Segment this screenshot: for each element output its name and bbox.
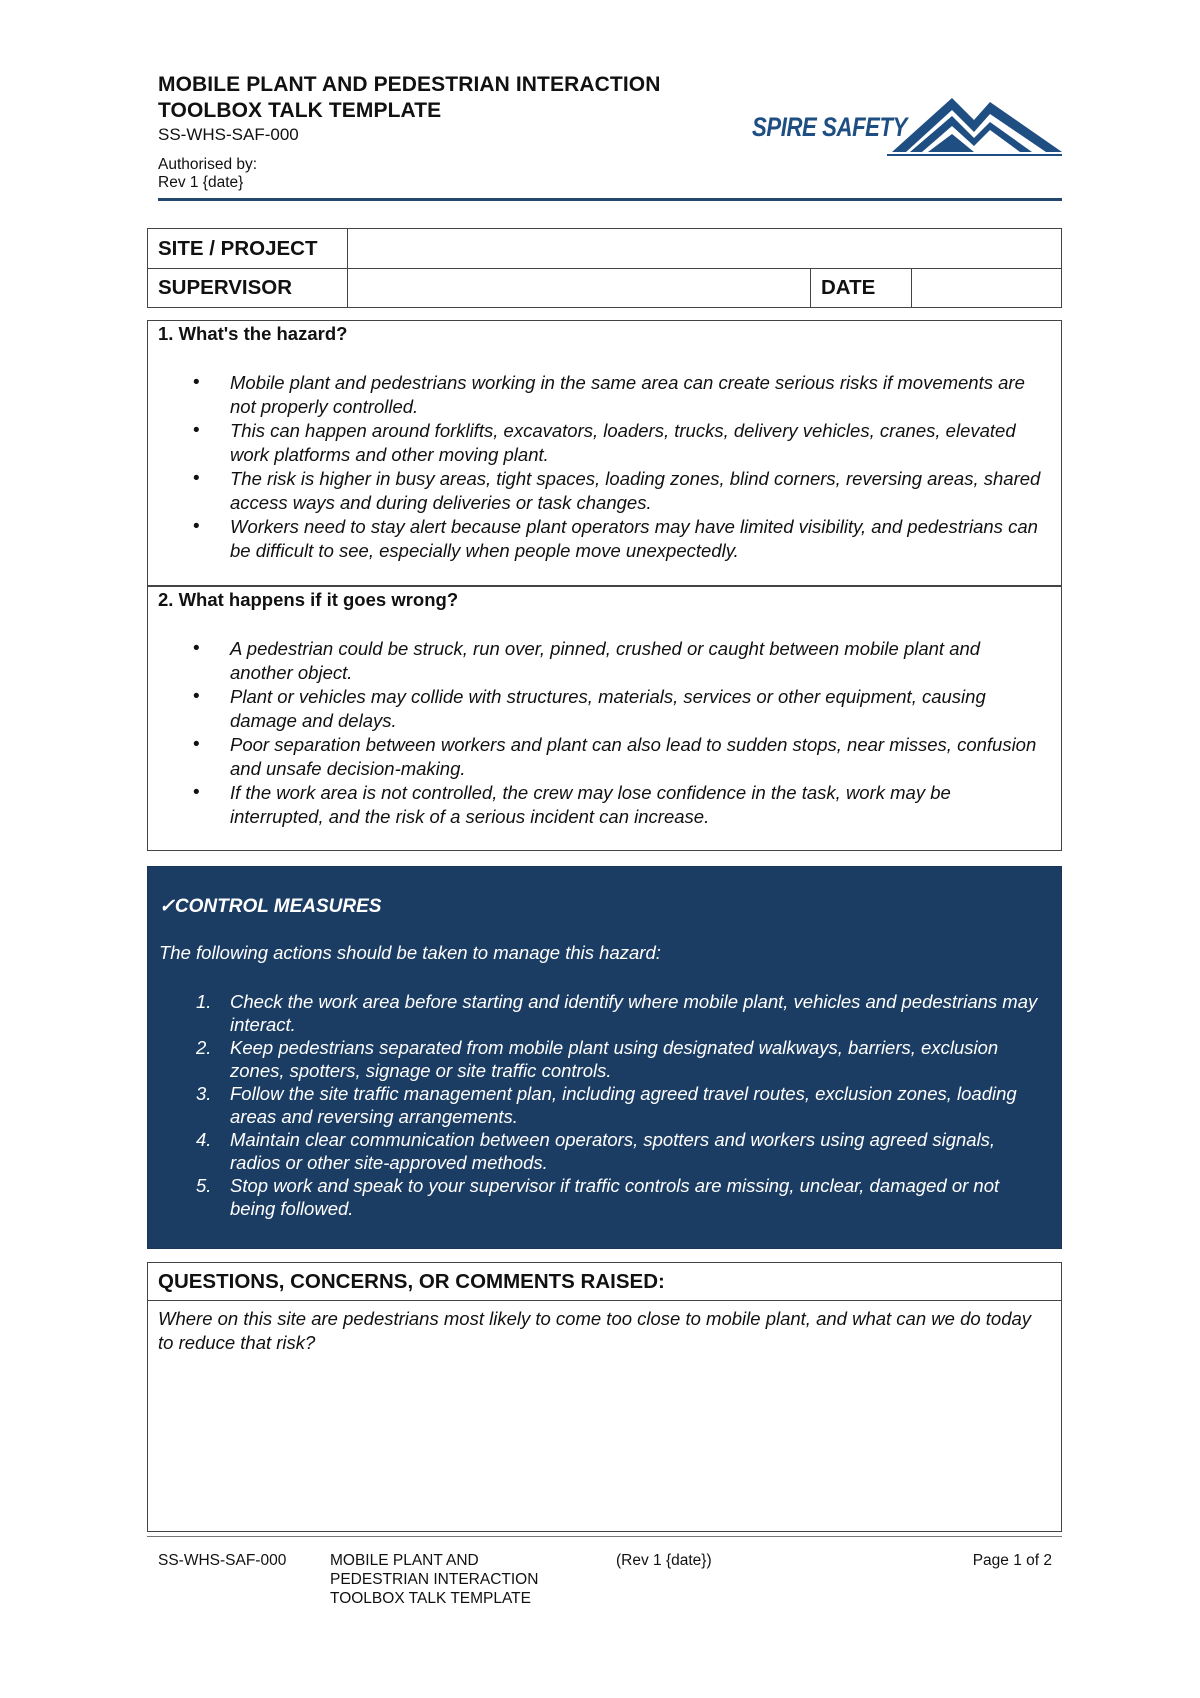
date-label: DATE <box>811 269 912 307</box>
footer-title-line1: MOBILE PLANT AND <box>330 1552 479 1569</box>
supervisor-field[interactable] <box>348 269 811 307</box>
control-measures-list <box>148 990 1061 1220</box>
questions-section <box>147 1262 1062 1532</box>
supervisor-label: SUPERVISOR <box>148 269 348 307</box>
header-divider <box>158 198 1062 201</box>
step-number: 1. <box>196 991 212 1012</box>
authorisation-block <box>158 156 1062 192</box>
control-measures-title: ✓CONTROL MEASURES <box>159 896 382 917</box>
footer-title-line3: TOOLBOX TALK TEMPLATE <box>330 1590 531 1607</box>
hazard-list <box>148 371 1061 563</box>
document-title-line1: MOBILE PLANT AND PEDESTRIAN INTERACTION <box>158 73 661 96</box>
consequences-section <box>147 586 1062 851</box>
questions-prompt[interactable]: Where on this site are pedestrians most likely to come too close to mobile plant, and what can we do today to reduce that risk? <box>158 1308 1032 1353</box>
date-field[interactable] <box>912 269 1061 307</box>
supervisor-row <box>148 268 1061 307</box>
list-item: • If the work area is not controlled, the crew may lose confidence in the task, work may be interrupted, and the risk of a serious incident can increase. <box>148 781 1061 829</box>
consequences-heading: 2. What happens if it goes wrong? <box>158 589 459 610</box>
step-text: Follow the site traffic management plan, including agreed travel routes, exclusion zones, loading areas and reversing arrangements. <box>230 1083 1017 1127</box>
authorised-by-label: Authorised by: <box>158 156 258 173</box>
company-logo <box>752 90 1062 160</box>
list-item <box>148 1036 1061 1082</box>
step-number: 3. <box>196 1083 212 1104</box>
footer-title <box>330 1551 570 1608</box>
footer-title-line2: PEDESTRIAN INTERACTION <box>330 1571 539 1588</box>
consequences-list <box>148 637 1061 829</box>
document-code: SS-WHS-SAF-000 <box>158 125 299 144</box>
list-item <box>148 1128 1061 1174</box>
revision-label: Rev 1 {date} <box>158 174 244 191</box>
hazard-section <box>147 320 1062 586</box>
site-info-table <box>147 228 1062 308</box>
step-text: Stop work and speak to your supervisor if traffic controls are missing, unclear, damaged or not being followed. <box>230 1175 1000 1219</box>
step-number: 2. <box>196 1037 212 1058</box>
list-item <box>148 1174 1061 1220</box>
footer-page-number: Page 1 of 2 <box>972 1552 1052 1569</box>
step-number: 4. <box>196 1129 212 1150</box>
list-item: • A pedestrian could be struck, run over, pinned, crushed or caught between mobile plant and another object. <box>148 637 1061 685</box>
list-item <box>148 990 1061 1036</box>
list-item: • Mobile plant and pedestrians working in the same area can create serious risks if movements are not properly controlled. <box>148 371 1061 419</box>
logo-text: SPIRE SAFETY <box>752 112 908 142</box>
questions-heading: QUESTIONS, CONCERNS, OR COMMENTS RAISED: <box>148 1263 1061 1301</box>
control-measures-panel <box>147 866 1062 1249</box>
site-project-label: SITE / PROJECT <box>148 229 348 268</box>
step-text: Check the work area before starting and identify where mobile plant, vehicles and pedestrians may interact. <box>230 991 1038 1035</box>
list-item: • Plant or vehicles may collide with structures, materials, services or other equipment, causing damage and delays. <box>148 685 1061 733</box>
list-item: • The risk is higher in busy areas, tight spaces, loading zones, blind corners, reversing areas, shared access ways and during deliveries or task changes. <box>148 467 1061 515</box>
section-divider <box>148 586 1061 587</box>
list-item: • Workers need to stay alert because plant operators may have limited visibility, and pedestrians can be difficult to see, especially when people move unexpectedly. <box>148 515 1061 563</box>
step-number: 5. <box>196 1175 212 1196</box>
site-project-field[interactable] <box>348 229 1061 268</box>
footer-revision: (Rev 1 {date}) <box>616 1552 712 1569</box>
control-measures-intro: The following actions should be taken to manage this hazard: <box>159 942 661 963</box>
mountain-icon <box>882 90 1062 160</box>
list-item: • Poor separation between workers and plant can also lead to sudden stops, near misses, confusion and unsafe decision-making. <box>148 733 1061 781</box>
list-item: • This can happen around forklifts, excavators, loaders, trucks, delivery vehicles, cranes, elevated work platforms and other moving plant. <box>148 419 1061 467</box>
hazard-heading: 1. What's the hazard? <box>158 323 348 344</box>
step-text: Maintain clear communication between operators, spotters and workers using agreed signals, radios or other site-approved methods. <box>230 1129 996 1173</box>
site-project-row <box>148 229 1061 268</box>
document-title-line2: TOOLBOX TALK TEMPLATE <box>158 99 442 122</box>
footer-doc-code: SS-WHS-SAF-000 <box>158 1552 287 1569</box>
step-text: Keep pedestrians separated from mobile plant using designated walkways, barriers, exclusion zones, spotters, signage or site traffic controls. <box>230 1037 999 1081</box>
footer-divider <box>147 1536 1062 1537</box>
list-item <box>148 1082 1061 1128</box>
